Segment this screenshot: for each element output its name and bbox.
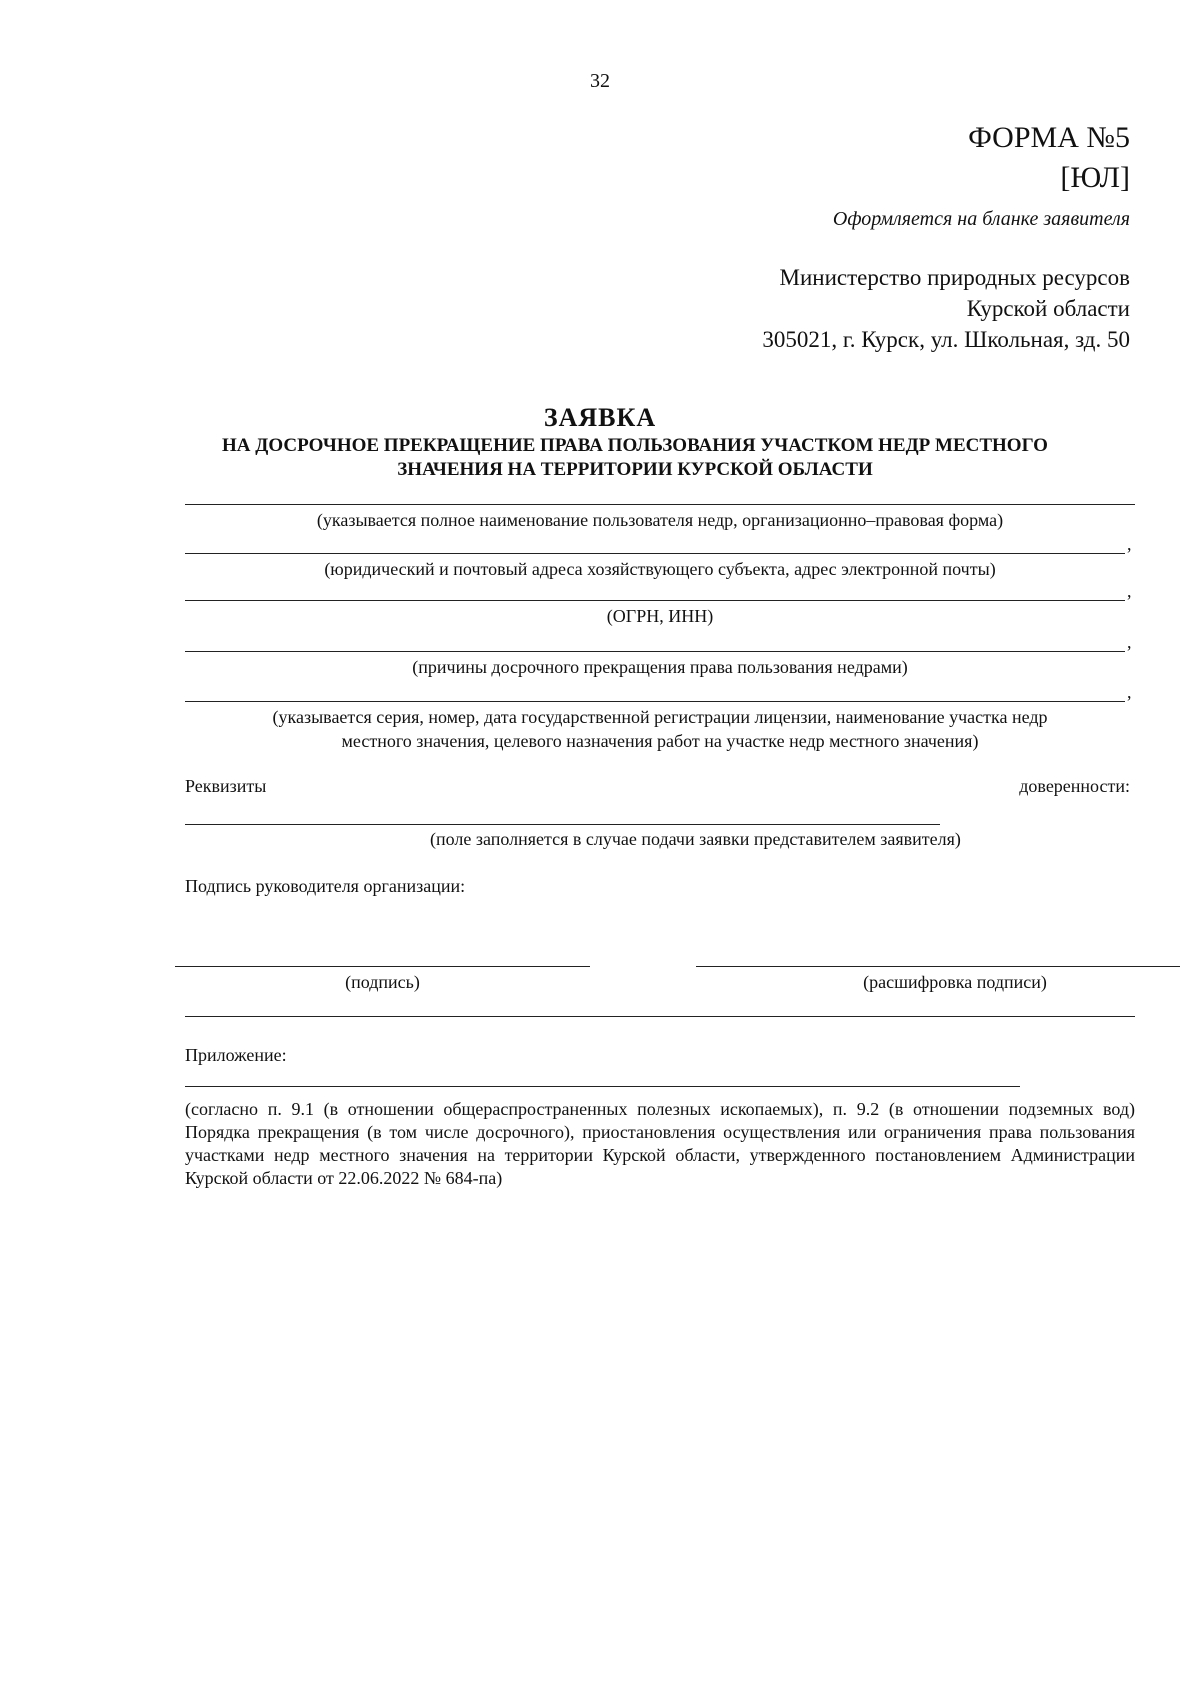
name-fill-line[interactable]: [185, 504, 1135, 505]
annex-label: Приложение:: [185, 1045, 287, 1065]
reasons-comma: ,: [1127, 632, 1132, 652]
addressee-line-1: Министерство природных ресурсов: [779, 265, 1130, 290]
power-of-attorney-label-left: Реквизиты: [185, 776, 267, 796]
annex-note: (согласно п. 9.1 (в отношении общераспространенных полезных ископаемых), п. 9.2 (в отношении подземных вод) Порядка прекращения (в том числе досрочного), приостановления осуществления или ограничения права пользования участками недр местного значения на территории Курской области, утвержденного постановлением Администрации Курской области от 22.06.2022 № 684-па): [185, 1099, 1135, 1188]
addressee-block: [762, 262, 1130, 355]
form-number: ФОРМА №5: [968, 121, 1130, 154]
reasons-fill-line[interactable]: [185, 651, 1125, 652]
form-label: [968, 118, 1130, 198]
license-caption: [185, 705, 1135, 753]
decryption-fill-line[interactable]: [696, 966, 1180, 967]
ogrn-fill-line[interactable]: [185, 600, 1125, 601]
ogrn-caption: (ОГРН, ИНН): [606, 606, 714, 626]
page-number: 32: [590, 70, 610, 92]
license-caption-line-1: (указывается серия, номер, дата государственной регистрации лицензии, наименование участка недр: [272, 707, 1048, 727]
reasons-caption: (причины досрочного прекращения права пользования недрами): [412, 657, 908, 677]
license-comma: ,: [1127, 682, 1132, 702]
address-caption: (юридический и почтовый адреса хозяйствующего субъекта, адрес электронной почты): [324, 559, 996, 579]
signature-caption: (подпись): [345, 972, 420, 992]
signature-label: Подпись руководителя организации:: [185, 876, 466, 896]
power-of-attorney-fill-line[interactable]: [185, 824, 940, 825]
addressee-line-2: Курской области: [966, 296, 1130, 321]
subtitle-line-1: НА ДОСРОЧНОЕ ПРЕКРАЩЕНИЕ ПРАВА ПОЛЬЗОВАНИЯ УЧАСТКОМ НЕДР МЕСТНОГО: [222, 435, 1048, 456]
decryption-caption: (расшифровка подписи): [863, 972, 1047, 992]
license-fill-line[interactable]: [185, 701, 1125, 702]
subtitle-line-2: ЗНАЧЕНИЯ НА ТЕРРИТОРИИ КУРСКОЙ ОБЛАСТИ: [397, 459, 873, 480]
signature-fill-line[interactable]: [175, 966, 590, 967]
document-subtitle: [190, 434, 1080, 482]
power-of-attorney-label-right: доверенности:: [1019, 776, 1130, 796]
addressee-line-3: 305021, г. Курск, ул. Школьная, зд. 50: [762, 327, 1130, 352]
letterhead-note: Оформляется на бланке заявителя: [832, 208, 1130, 230]
address-comma: ,: [1127, 534, 1132, 554]
name-caption: (указывается полное наименование пользователя недр, организационно–правовая форма): [316, 510, 1004, 530]
signature-separator-line: [185, 1016, 1135, 1017]
annex-fill-line[interactable]: [185, 1086, 1020, 1087]
license-caption-line-2: местного значения, целевого назначения работ на участке недр местного значения): [341, 731, 979, 751]
form-type: [ЮЛ]: [1060, 161, 1130, 194]
address-fill-line[interactable]: [185, 553, 1125, 554]
document-title: ЗАЯВКА: [543, 403, 657, 432]
ogrn-comma: ,: [1127, 581, 1132, 601]
power-of-attorney-caption: (поле заполняется в случае подачи заявки представителем заявителя): [430, 829, 961, 849]
